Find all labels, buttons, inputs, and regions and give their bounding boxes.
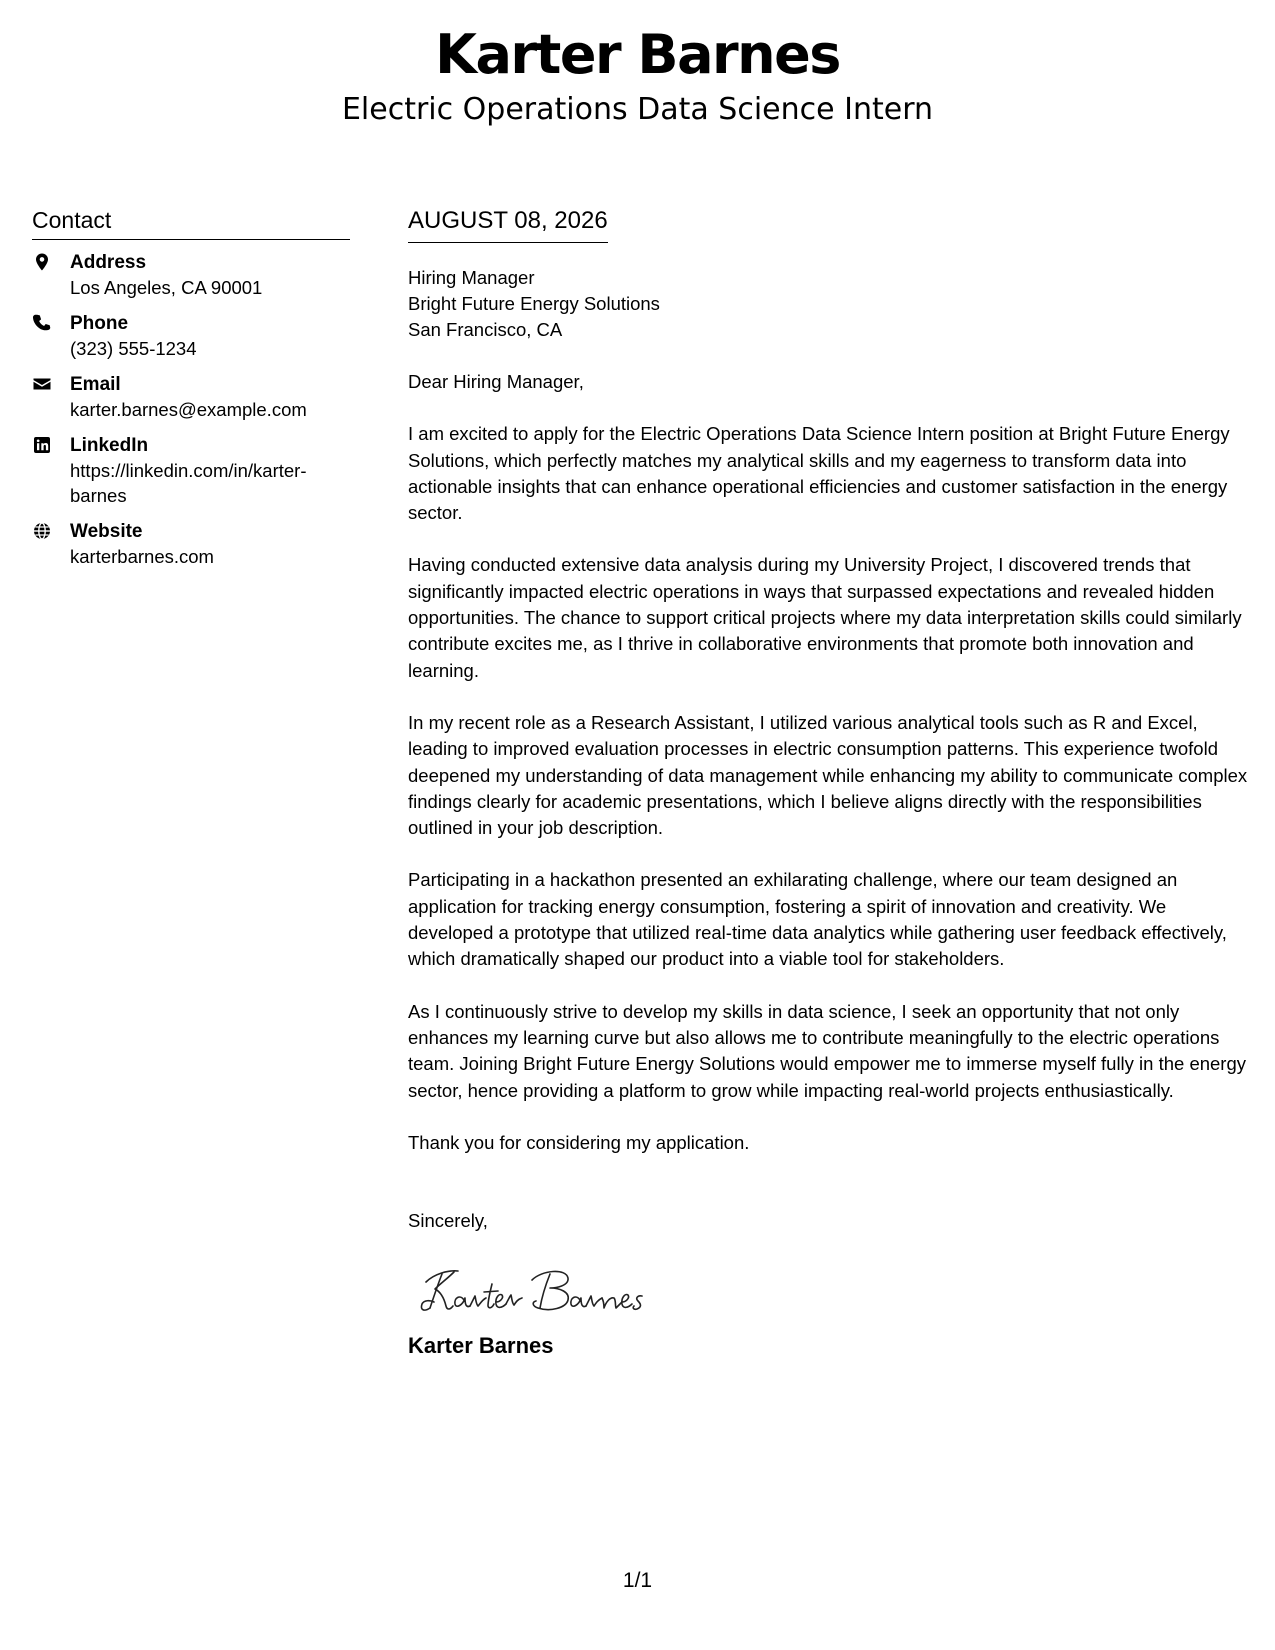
handwritten-signature [408,1256,668,1322]
contact-item-phone [32,311,350,361]
contact-sidebar [32,206,350,580]
letter-date: AUGUST 08, 2026 [408,206,608,243]
address-value: Los Angeles, CA 90001 [70,277,263,298]
linkedin-icon [32,433,70,457]
salutation: Dear Hiring Manager, [408,371,584,392]
contact-item-email [32,372,350,422]
document-header [0,20,1275,130]
body-paragraph: I am excited to apply for the Electric Operations Data Science Intern position at Bright Future Energy Solutions, which perfectly matches my analytical skills and my eagerness to transform data into actionable insights that can enhance operational efficiencies and customer satisfaction in the energy sector. [408,423,1230,524]
body-paragraph: Having conducted extensive data analysis during my University Project, I discovered trends that significantly impacted electric operations in ways that surpassed expectations and revealed hidden opportunities. The chance to support critical projects where my data interpretation skills could similarly contribute excites me, as I thrive in collaborative environments that promote both innovation and learning. [408,554,1242,681]
contact-item-website [32,519,350,569]
envelope-icon [32,372,70,396]
contact-label: Website [70,521,143,542]
thank-you-line: Thank you for considering my application. [408,1131,750,1153]
body-paragraph: Participating in a hackathon presented an exhilarating challenge, where our team designed an application for tracking energy consumption, fostering a spirit of innovation and creativity. We developed a prototype that utilized real-time data analytics while gathering user feedback effectively, which dramatically shaped our product into a viable tool for stakeholders. [408,869,1227,970]
recipient-block [408,265,1254,343]
recipient-line: Hiring Manager [408,267,535,288]
contact-label: Address [70,252,147,273]
letter-body [408,206,1254,1360]
linkedin-value-line-2: barnes [70,485,127,506]
phone-icon [32,311,70,335]
contact-item-linkedin [32,433,350,508]
recipient-line: San Francisco, CA [408,319,563,340]
contact-item-address [32,250,350,300]
job-title: Electric Operations Data Science Intern [341,92,934,127]
phone-value: (323) 555-1234 [70,338,197,359]
website-value: karterbarnes.com [70,546,214,567]
recipient-line: Bright Future Energy Solutions [408,293,660,314]
signer-name: Karter Barnes [408,1333,554,1359]
body-paragraph: As I continuously strive to develop my skills in data science, I seek an opportunity that not only enhances my learning curve but also allows me to contribute meaningfully to the electric operations team. Joining Bright Future Energy Solutions would empower me to immerse myself fully in the energy sector, hence providing a platform to grow while impacting real-world projects enthusiastically. [408,1000,1247,1101]
body-paragraph: In my recent role as a Research Assistant, I utilized various analytical tools such as R and Excel, leading to improved evaluation processes in electric consumption patterns. This experience twofold deepened my understanding of data management while enhancing my ability to communicate complex findings clearly for academic presentations, which I believe aligns directly with the responsibilities outlined in your job description. [408,711,1248,839]
contact-heading: Contact [32,206,350,240]
page-number: 1/1 [622,1569,653,1592]
contact-label: Email [70,374,121,395]
linkedin-value-line-1: https://linkedin.com/in/karter- [70,460,307,481]
contact-label: Phone [70,313,129,334]
email-value: karter.barnes@example.com [70,399,307,420]
globe-icon [32,519,70,543]
contact-label: LinkedIn [70,435,149,456]
applicant-name: Karter Barnes [435,23,840,86]
map-pin-icon [32,250,70,274]
closing: Sincerely, [408,1210,488,1232]
